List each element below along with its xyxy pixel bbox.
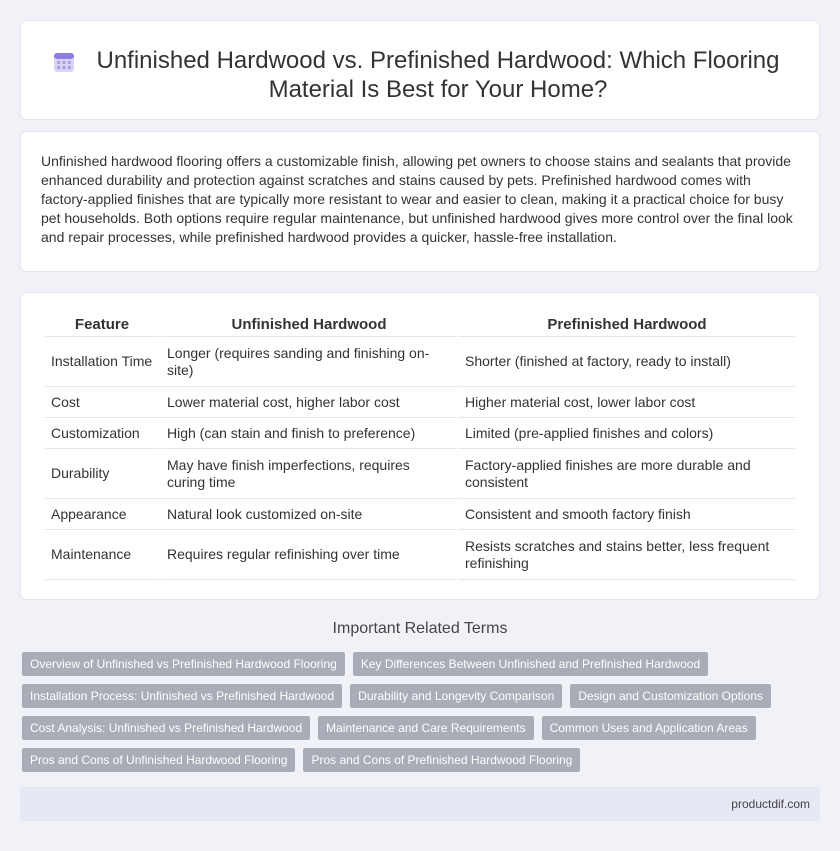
related-term-tag[interactable]: Durability and Longevity Comparison bbox=[350, 684, 562, 708]
related-term-tag[interactable]: Common Uses and Application Areas bbox=[542, 716, 756, 740]
comparison-table bbox=[43, 313, 797, 580]
feature-cell: Cost bbox=[45, 387, 159, 418]
calendar-icon bbox=[52, 50, 76, 74]
feature-cell: Maintenance bbox=[45, 530, 159, 580]
comparison-card bbox=[20, 292, 820, 600]
feature-cell: Customization bbox=[45, 418, 159, 449]
footer bbox=[20, 787, 820, 821]
table-row bbox=[45, 499, 795, 530]
related-term-tag[interactable]: Maintenance and Care Requirements bbox=[318, 716, 533, 740]
feature-cell: Durability bbox=[45, 449, 159, 499]
related-term-tag[interactable]: Pros and Cons of Unfinished Hardwood Flooring bbox=[22, 748, 295, 772]
feature-cell: Installation Time bbox=[45, 337, 159, 387]
intro-paragraph: Unfinished hardwood flooring offers a customizable finish, allowing pet owners to choose stains and sealants that provide enhanced durability and protection against scratches and stains caused by pets. Prefinished hardwood comes with factory-applied finishes that are typically more resistant to wear and easier to clean, making it a practical choice for busy pet households. Both options require regular maintenance, but unfinished hardwood gives more control over the final look and repair processes, while prefinished hardwood provides a quicker, hassle-free installation. bbox=[41, 153, 793, 245]
prefinished-cell: Factory-applied finishes are more durable and consistent bbox=[459, 449, 795, 499]
related-term-tag[interactable]: Overview of Unfinished vs Prefinished Hardwood Flooring bbox=[22, 652, 345, 676]
related-term-tag[interactable]: Pros and Cons of Prefinished Hardwood Flooring bbox=[303, 748, 580, 772]
intro-card bbox=[20, 131, 820, 272]
unfinished-cell: May have finish imperfections, requires curing time bbox=[161, 449, 457, 499]
unfinished-cell: Requires regular refinishing over time bbox=[161, 530, 457, 580]
related-term-tag[interactable]: Design and Customization Options bbox=[570, 684, 771, 708]
related-term-tag[interactable]: Installation Process: Unfinished vs Prefinished Hardwood bbox=[22, 684, 342, 708]
table-row bbox=[45, 387, 795, 418]
table-row bbox=[45, 418, 795, 449]
header-feature: Feature bbox=[45, 313, 159, 337]
table-row bbox=[45, 337, 795, 387]
unfinished-cell: Natural look customized on-site bbox=[161, 499, 457, 530]
related-term-tag[interactable]: Key Differences Between Unfinished and Prefinished Hardwood bbox=[353, 652, 708, 676]
header-prefinished: Prefinished Hardwood bbox=[459, 313, 795, 337]
feature-cell: Appearance bbox=[45, 499, 159, 530]
unfinished-cell: Lower material cost, higher labor cost bbox=[161, 387, 457, 418]
prefinished-cell: Resists scratches and stains better, less frequent refinishing bbox=[459, 530, 795, 580]
header-unfinished: Unfinished Hardwood bbox=[161, 313, 457, 337]
related-terms-title: Important Related Terms bbox=[332, 620, 508, 637]
header-card bbox=[20, 20, 820, 120]
unfinished-cell: Longer (requires sanding and finishing on-site) bbox=[161, 337, 457, 387]
prefinished-cell: Limited (pre-applied finishes and colors) bbox=[459, 418, 795, 449]
table-row bbox=[45, 449, 795, 499]
site-name: productdif.com bbox=[731, 797, 810, 811]
prefinished-cell: Consistent and smooth factory finish bbox=[459, 499, 795, 530]
related-terms-list bbox=[22, 652, 812, 780]
prefinished-cell: Shorter (finished at factory, ready to install) bbox=[459, 337, 795, 387]
prefinished-cell: Higher material cost, lower labor cost bbox=[459, 387, 795, 418]
table-row bbox=[45, 530, 795, 580]
related-term-tag[interactable]: Cost Analysis: Unfinished vs Prefinished Hardwood bbox=[22, 716, 310, 740]
unfinished-cell: High (can stain and finish to preference) bbox=[161, 418, 457, 449]
page-title: Unfinished Hardwood vs. Prefinished Hardwood: Which Flooring Material Is Best for Your Home? bbox=[96, 47, 780, 103]
